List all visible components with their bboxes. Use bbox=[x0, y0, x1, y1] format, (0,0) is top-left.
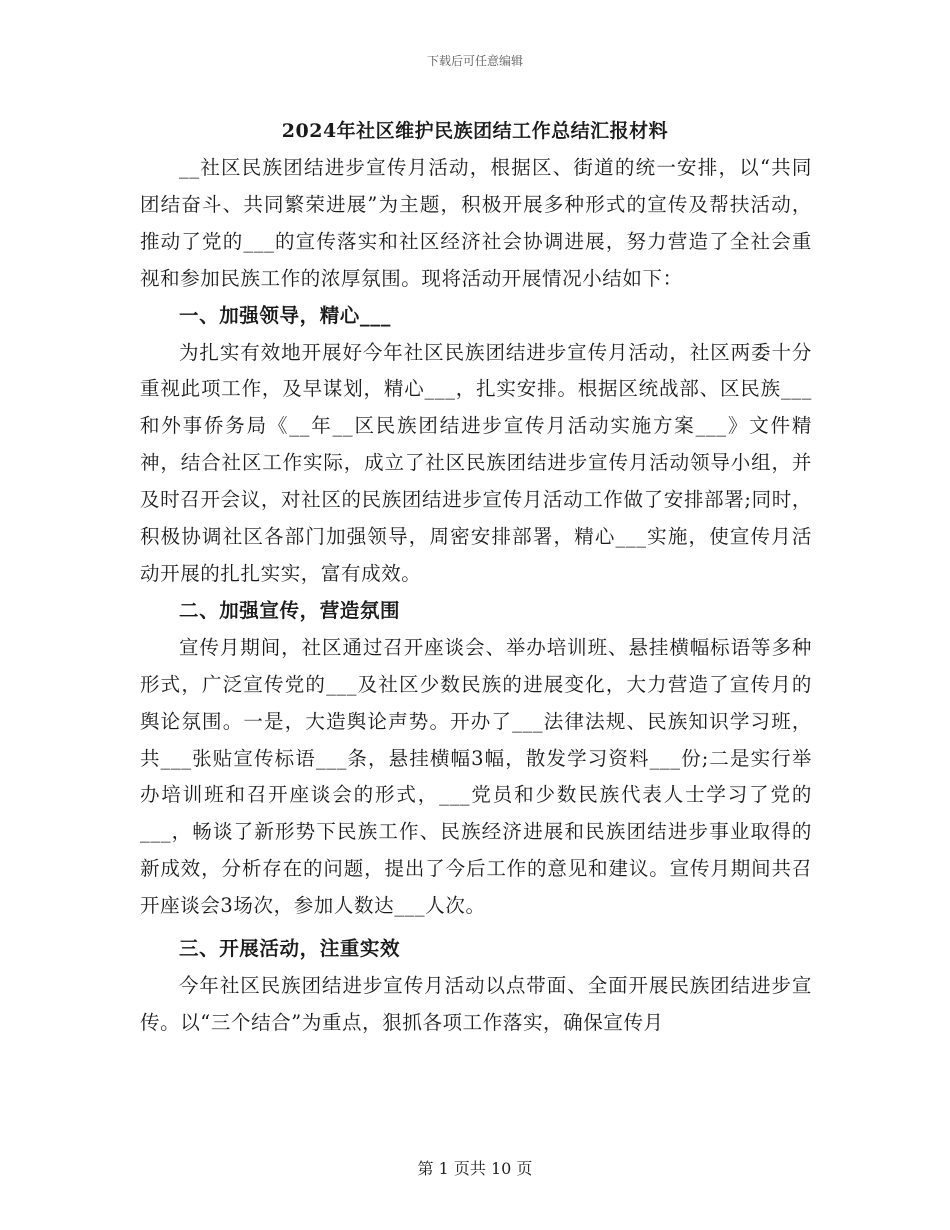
document-title: 2024年社区维护民族团结工作总结汇报材料 bbox=[281, 120, 669, 142]
section-2-body: 宣传月期间，社区通过召开座谈会、举办培训班、悬挂横幅标语等多种形式，广泛宣传党的___及社区少数民族的进展变化，大力营造了宣传月的舆论氛围。一是，大造舆论声势。开办了___法律法规、民族知识学习班，共___张贴宣传标语___条，悬挂横幅3幅，散发学习资料___份;二是实行举办培训班和召开座谈会的形式，___党员和少数民族代表人士学习了党的___，畅谈了新形势下民族工作、民族经济进展和民族团结进步事业取得的新成效，分析存在的问题，提出了今后工作的意见和建议。宣传月期间共召开座谈会3场次，参加人数达___人次。 bbox=[140, 635, 812, 918]
section-1-heading: 一、加强领导，精心___ bbox=[179, 303, 391, 327]
section-3-body: 今年社区民族团结进步宣传月活动以点带面、全面开展民族团结进步宣传。以“三个结合”为重点，狠抓各项工作落实，确保宣传月 bbox=[140, 973, 812, 1034]
section-3-heading: 三、开展活动，注重实效 bbox=[179, 937, 401, 961]
section-2-heading: 二、加强宣传，营造氛围 bbox=[179, 598, 401, 622]
page-number: 第 1 页共 10 页 bbox=[417, 1159, 533, 1178]
section-1-body: 为扎实有效地开展好今年社区民族团结进步宣传月活动，社区两委十分重视此项工作，及早谋划，精心___，扎实安排。根据区统战部、区民族___和外事侨务局《__年__区民族团结进步宣传月活动实施方案___》文件精神，结合社区工作实际，成立了社区民族团结进步宣传月活动领导小组，并及时召开会议，对社区的民族团结进步宣传月活动工作做了安排部署;同时，积极协调社区各部门加强领导，周密安排部署，精心___实施，使宣传月活动开展的扎扎实实，富有成效。 bbox=[140, 340, 812, 585]
header-note: 下载后可任意编辑 bbox=[426, 54, 523, 68]
document-body bbox=[140, 150, 812, 1042]
intro-paragraph: __社区民族团结进步宣传月活动，根据区、街道的统一安排，以“共同团结奋斗、共同繁荣进展”为主题，积极开展多种形式的宣传及帮扶活动，推动了党的___的宣传落实和社区经济社会协调进展，努力营造了全社会重视和参加民族工作的浓厚氛围。现将活动开展情况小结如下： bbox=[140, 156, 812, 290]
